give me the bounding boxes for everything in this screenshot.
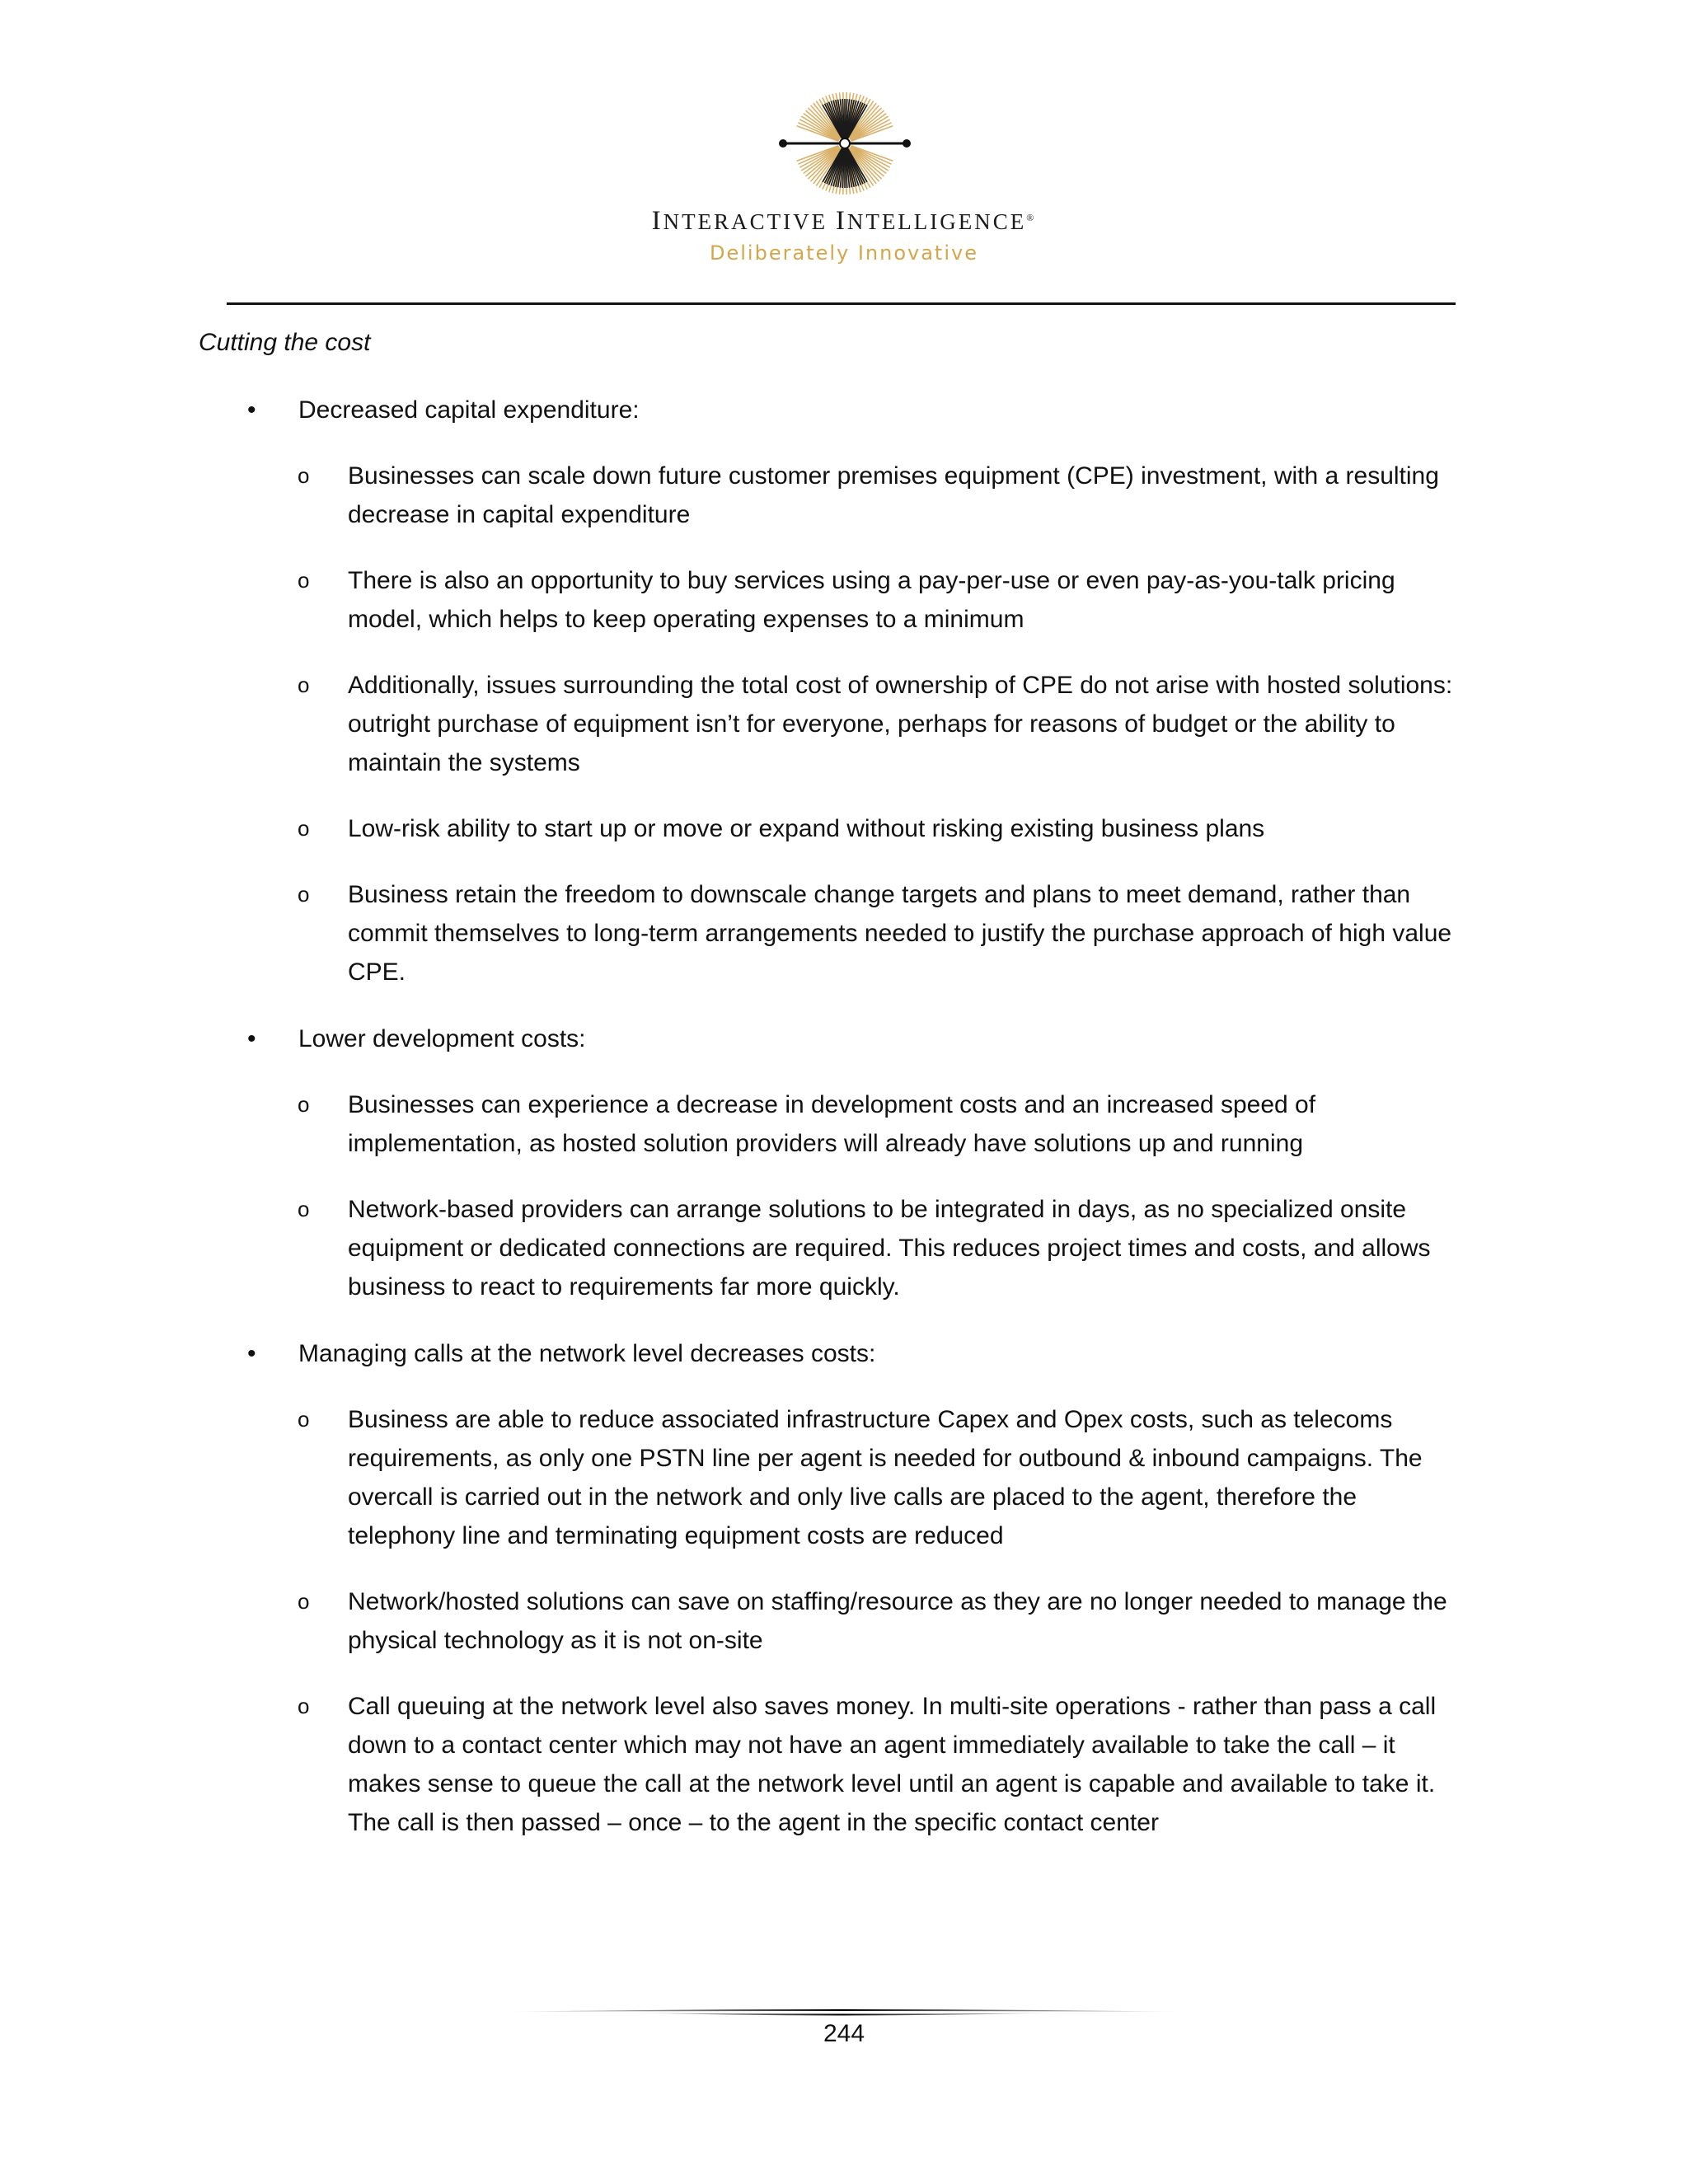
bullet-marker: • xyxy=(247,396,256,424)
sub-bullet-marker: o xyxy=(298,882,310,907)
logo-right-dot xyxy=(903,139,911,148)
sub-bullet-line: down to a contact center which may not have an agent immediately available to take the call – it xyxy=(348,1732,1395,1759)
sub-bullet-line: commit themselves to long-term arrangements needed to justify the purchase approach of high value xyxy=(348,920,1452,947)
brand-word-2: NTELLIGENCE xyxy=(846,209,1027,234)
sub-bullet-line: requirements, as only one PSTN line per agent is needed for outbound & inbound campaigns. The xyxy=(348,1445,1423,1472)
brand-initial-2: I xyxy=(835,206,847,236)
brand-initial-1: I xyxy=(651,206,663,236)
sub-bullet-line: business to react to requirements far more quickly. xyxy=(348,1273,900,1301)
page-number: 244 xyxy=(823,2020,865,2047)
sub-bullet-line: Business retain the freedom to downscale change targets and plans to meet demand, rather than xyxy=(348,881,1411,908)
sub-bullet-line: Network/hosted solutions can save on staffing/resource as they are no longer needed to manage the xyxy=(348,1588,1447,1615)
sub-bullet-line: Additionally, issues surrounding the total cost of ownership of CPE do not arise with hosted solutions: xyxy=(348,672,1453,699)
sub-bullet-marker: o xyxy=(298,463,310,488)
header-divider xyxy=(227,302,1456,305)
brand-word-1: NTERACTIVE xyxy=(663,209,836,234)
sub-bullet-line: physical technology as it is not on-site xyxy=(348,1627,763,1654)
sub-bullet-marker: o xyxy=(298,1197,310,1221)
brand-name xyxy=(0,206,1688,237)
sub-bullet-line: telephony line and terminating equipment costs are reduced xyxy=(348,1522,1004,1549)
sub-bullet-line: model, which helps to keep operating expenses to a minimum xyxy=(348,606,1025,633)
sub-bullet-marker: o xyxy=(298,1092,310,1117)
sub-bullet-line: Call queuing at the network level also saves money. In multi-site operations - rather than pass a call xyxy=(348,1693,1437,1720)
section-title: Cutting the cost xyxy=(199,329,371,356)
sub-bullet-line: overcall is carried out in the network and only live calls are placed to the agent, therefore the xyxy=(348,1483,1357,1511)
logo-left-dot xyxy=(779,139,787,148)
sub-bullet-marker: o xyxy=(298,1694,310,1718)
brand-registered-mark: ® xyxy=(1026,212,1037,223)
brand-tagline: Deliberately Innovative xyxy=(710,241,978,265)
sub-bullet-line: implementation, as hosted solution providers will already have solutions up and running xyxy=(348,1130,1304,1157)
sub-bullet-line: Low-risk ability to start up or move or expand without risking existing business plans xyxy=(348,815,1265,842)
sub-bullet-line: The call is then passed – once – to the agent in the specific contact center xyxy=(348,1809,1159,1836)
bullet-marker: • xyxy=(247,1340,256,1367)
bullet-heading: Managing calls at the network level decreases costs: xyxy=(298,1340,876,1367)
sub-bullet-line: Network-based providers can arrange solutions to be integrated in days, as no specialized onsite xyxy=(348,1196,1407,1223)
sub-bullet-line: Businesses can scale down future customer premises equipment (CPE) investment, with a resulting xyxy=(348,462,1439,490)
logo-center-dot xyxy=(840,138,850,148)
sub-bullet-marker: o xyxy=(298,568,310,593)
bullet-marker: • xyxy=(247,1025,256,1052)
sub-bullet-marker: o xyxy=(298,816,310,841)
bullet-heading: Lower development costs: xyxy=(298,1025,586,1052)
sub-bullet-marker: o xyxy=(298,673,310,697)
company-logo-icon xyxy=(775,92,915,199)
sub-bullet-line: There is also an opportunity to buy services using a pay-per-use or even pay-as-you-talk pricing xyxy=(348,567,1395,594)
sub-bullet-line: decrease in capital expenditure xyxy=(348,501,691,528)
sub-bullet-line: outright purchase of equipment isn’t for everyone, perhaps for reasons of budget or the ability to xyxy=(348,710,1395,738)
sub-bullet-line: Business are able to reduce associated infrastructure Capex and Opex costs, such as telecoms xyxy=(348,1406,1393,1433)
sub-bullet-line: CPE. xyxy=(348,958,406,986)
sub-bullet-line: makes sense to queue the call at the network level until an agent is capable and available to take it. xyxy=(348,1770,1436,1797)
sub-bullet-line: Businesses can experience a decrease in development costs and an increased speed of xyxy=(348,1091,1316,1118)
bullet-heading: Decreased capital expenditure: xyxy=(298,396,640,424)
sub-bullet-line: equipment or dedicated connections are required. This reduces project times and costs, and allows xyxy=(348,1235,1431,1262)
sub-bullet-marker: o xyxy=(298,1589,310,1614)
sub-bullet-marker: o xyxy=(298,1407,310,1432)
page-header xyxy=(0,0,1688,313)
sub-bullet-line: maintain the systems xyxy=(348,749,580,776)
